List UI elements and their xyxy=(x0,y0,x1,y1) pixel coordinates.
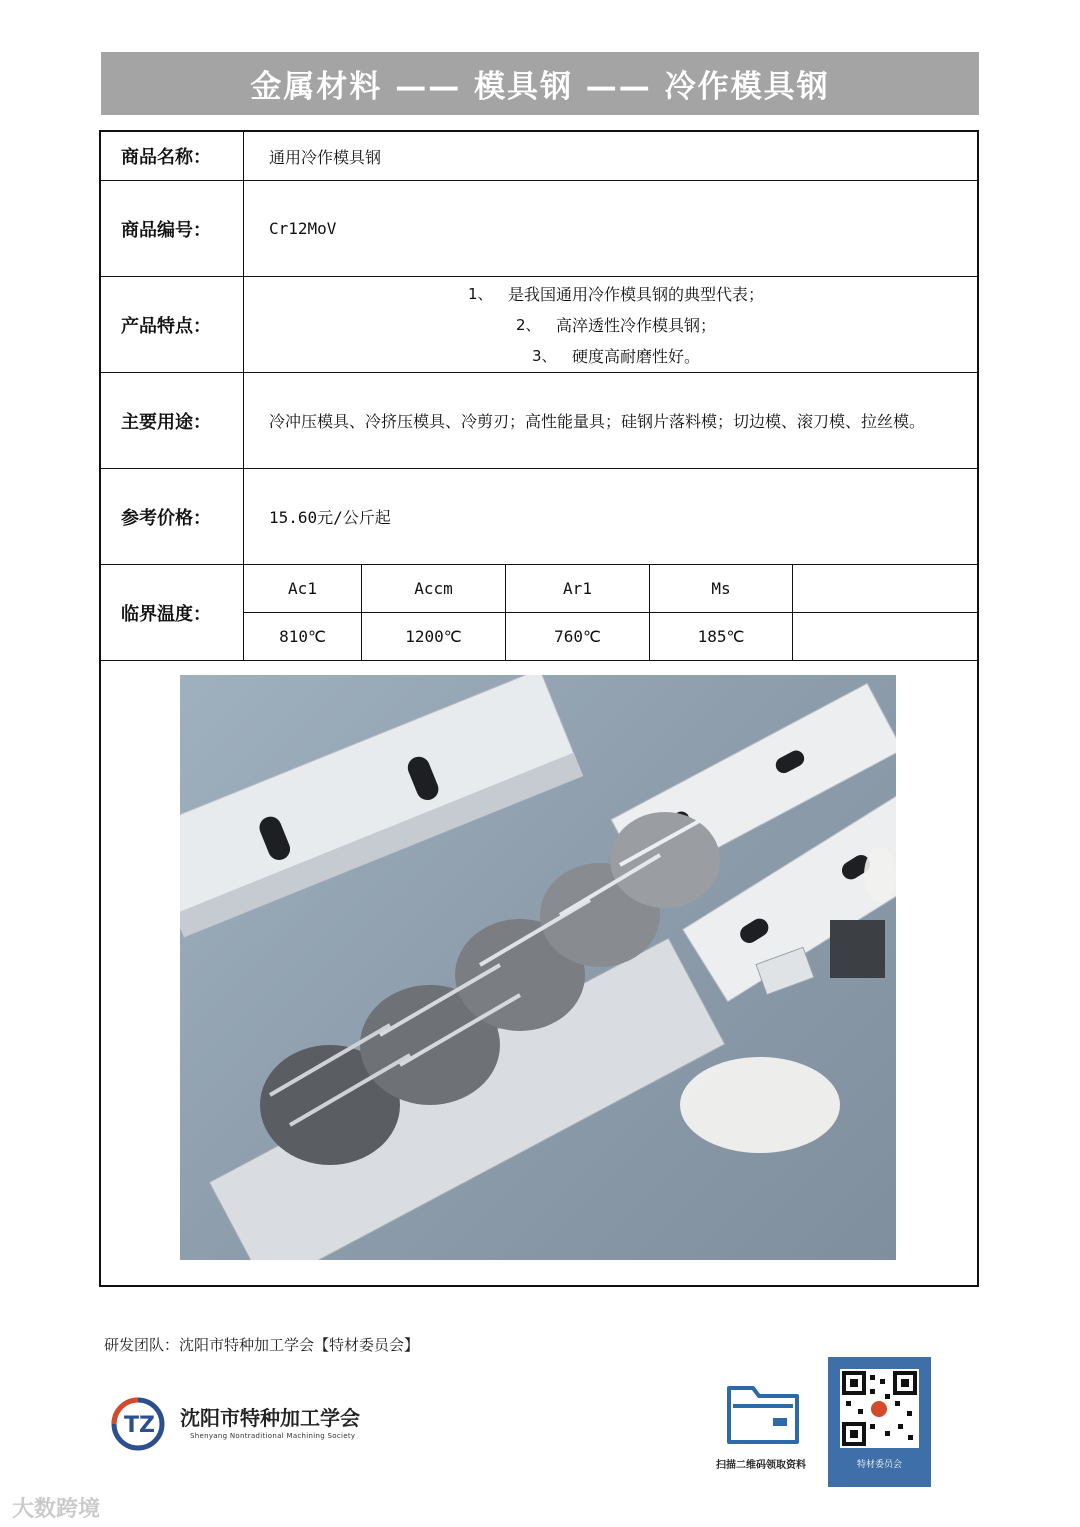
society-emblem-icon xyxy=(108,1396,172,1452)
feature-item xyxy=(468,278,764,309)
society-logo xyxy=(108,1396,408,1456)
product-photo xyxy=(180,675,896,1260)
feature-text: 硬度高耐磨性好。 xyxy=(571,347,700,366)
features-label: 产品特点： xyxy=(101,277,244,372)
blade-top-left xyxy=(180,675,583,937)
qr-code-icon xyxy=(840,1369,919,1448)
pellet-pile xyxy=(680,1057,840,1153)
temperature-row xyxy=(101,565,977,661)
name-row xyxy=(101,132,977,181)
svg-text:TZ: TZ xyxy=(124,1413,155,1438)
name-label: 商品名称： xyxy=(101,132,244,180)
temp-header-empty xyxy=(793,565,977,612)
feature-number: 2、 xyxy=(515,316,541,334)
feature-number: 1、 xyxy=(467,285,493,303)
pellet-pile xyxy=(864,847,896,903)
temp-value-accm: 1200℃ xyxy=(362,613,506,660)
feature-item xyxy=(516,309,716,340)
product-sheet xyxy=(99,130,979,1287)
temp-value-empty xyxy=(793,613,977,660)
feature-text: 是我国通用冷作模具钢的典型代表； xyxy=(507,285,764,304)
blade-illustration xyxy=(180,675,896,1260)
features-row xyxy=(101,277,977,373)
price-row xyxy=(101,469,977,565)
features-list xyxy=(269,277,963,372)
research-team: 研发团队：沈阳市特种加工学会【特材委员会】 xyxy=(104,1336,420,1354)
temp-value-ar1: 760℃ xyxy=(506,613,650,660)
temp-value-ac1: 810℃ xyxy=(244,613,362,660)
page-title: 金属材料 —— 模具钢 —— 冷作模具钢 xyxy=(101,52,979,115)
scan-qr-text: 扫描二维码领取资料 xyxy=(716,1460,806,1471)
feature-text: 高淬透性冷作模具钢； xyxy=(555,316,716,335)
qr-card[interactable] xyxy=(828,1357,931,1487)
price-label: 参考价格： xyxy=(101,469,244,564)
temp-header-accm: Accm xyxy=(362,565,506,612)
temp-header-ms: Ms xyxy=(650,565,793,612)
temperature-label: 临界温度： xyxy=(101,565,244,660)
price-value: 15.60元/公斤起 xyxy=(269,508,391,527)
name-value: 通用冷作模具钢 xyxy=(269,147,382,167)
temp-value-ms: 185℃ xyxy=(650,613,793,660)
code-label: 商品编号： xyxy=(101,181,244,276)
temp-header-ar1: Ar1 xyxy=(506,565,650,612)
feature-item xyxy=(532,340,700,371)
watermark: 大数跨境 xyxy=(12,1497,101,1522)
qr-code[interactable] xyxy=(840,1369,919,1448)
uses-row xyxy=(101,373,977,469)
society-name-en: Shenyang Nontraditional Machining Society xyxy=(190,1432,356,1440)
folder-icon xyxy=(723,1378,803,1448)
code-row xyxy=(101,181,977,277)
code-value: Cr12MoV xyxy=(269,219,337,238)
insert-block xyxy=(830,920,885,978)
uses-value: 冷冲压模具、冷挤压模具、冷剪刃；高性能量具；硅钢片落料模；切边模、滚刀模、拉丝模。 xyxy=(269,412,926,431)
society-name: 沈阳市特种加工学会 xyxy=(180,1406,360,1430)
temp-header-ac1: Ac1 xyxy=(244,565,362,612)
feature-number: 3、 xyxy=(531,347,557,365)
uses-label: 主要用途： xyxy=(101,373,244,468)
qr-caption: 特材委员会 xyxy=(856,1460,902,1470)
